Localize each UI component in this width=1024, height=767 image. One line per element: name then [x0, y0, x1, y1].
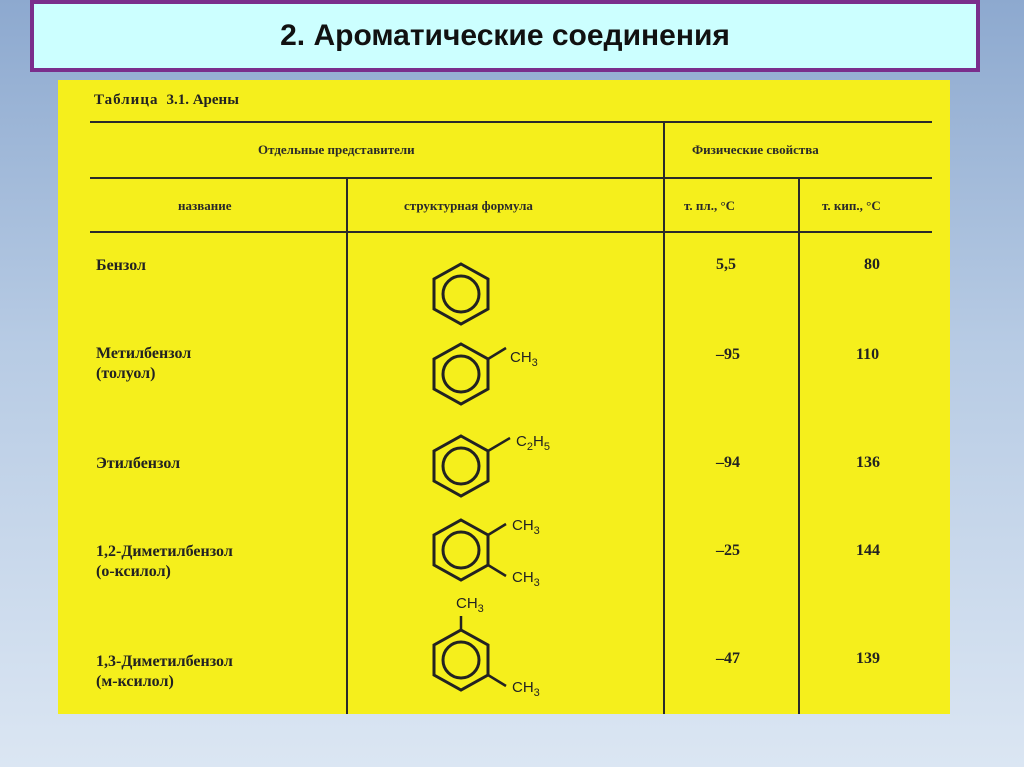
table-caption-number: 3.1. Арены — [166, 92, 239, 108]
rule-v-formula — [346, 177, 348, 714]
table-caption-label: Таблица — [94, 92, 159, 108]
row-bp: 80 — [864, 256, 880, 273]
row-mp: 5,5 — [716, 256, 736, 273]
row-name: Метилбензол (толуол) — [96, 345, 192, 382]
row-bp: 139 — [856, 650, 880, 667]
row-bp: 144 — [856, 542, 880, 559]
m-xylene-structure — [426, 590, 596, 702]
row-mp: –47 — [716, 650, 740, 667]
slide-title: 2. Ароматические соединения — [280, 19, 730, 52]
header-physical: Физические свойства — [692, 142, 819, 157]
toluene-structure — [426, 338, 586, 410]
substituent-label: $CH_3$ — [510, 349, 538, 369]
row-mp: –95 — [716, 346, 740, 363]
rule-v-bp — [798, 177, 800, 714]
row-name: Бензол — [96, 257, 146, 274]
substituent-label: $CH_3$ — [456, 595, 484, 615]
row-bp: 136 — [856, 454, 880, 471]
row-name: 1,3-Диметилбензол (м-ксилол) — [96, 653, 233, 690]
header-bp: т. кип., °С — [822, 198, 881, 213]
ethylbenzene-structure — [426, 426, 596, 502]
o-xylene-structure — [426, 512, 586, 592]
row-name: Этилбензол — [96, 455, 181, 472]
rule-header — [90, 231, 932, 233]
rule-group — [90, 177, 932, 179]
rule-v-physical — [663, 121, 665, 714]
header-formula: структурная формула — [404, 198, 533, 213]
row-bp: 110 — [856, 346, 880, 363]
slide-title-box — [30, 0, 980, 72]
table-caption — [94, 92, 239, 109]
row-mp: –94 — [716, 454, 740, 471]
arenes-table — [58, 80, 950, 714]
row-name: 1,2-Диметилбензол (о-ксилол) — [96, 543, 233, 580]
substituent-label: $CH_3$ — [512, 517, 540, 537]
header-mp: т. пл., °С — [684, 198, 736, 213]
header-name: название — [178, 198, 232, 213]
rule-top — [90, 121, 932, 123]
substituent-label: $C_2H_5$ — [516, 433, 550, 453]
substituent-label: $CH_3$ — [512, 569, 540, 589]
benzene-structure — [426, 260, 526, 330]
substituent-label: $CH_3$ — [512, 679, 540, 699]
header-representatives: Отдельные представители — [258, 142, 415, 157]
row-mp: –25 — [716, 542, 740, 559]
